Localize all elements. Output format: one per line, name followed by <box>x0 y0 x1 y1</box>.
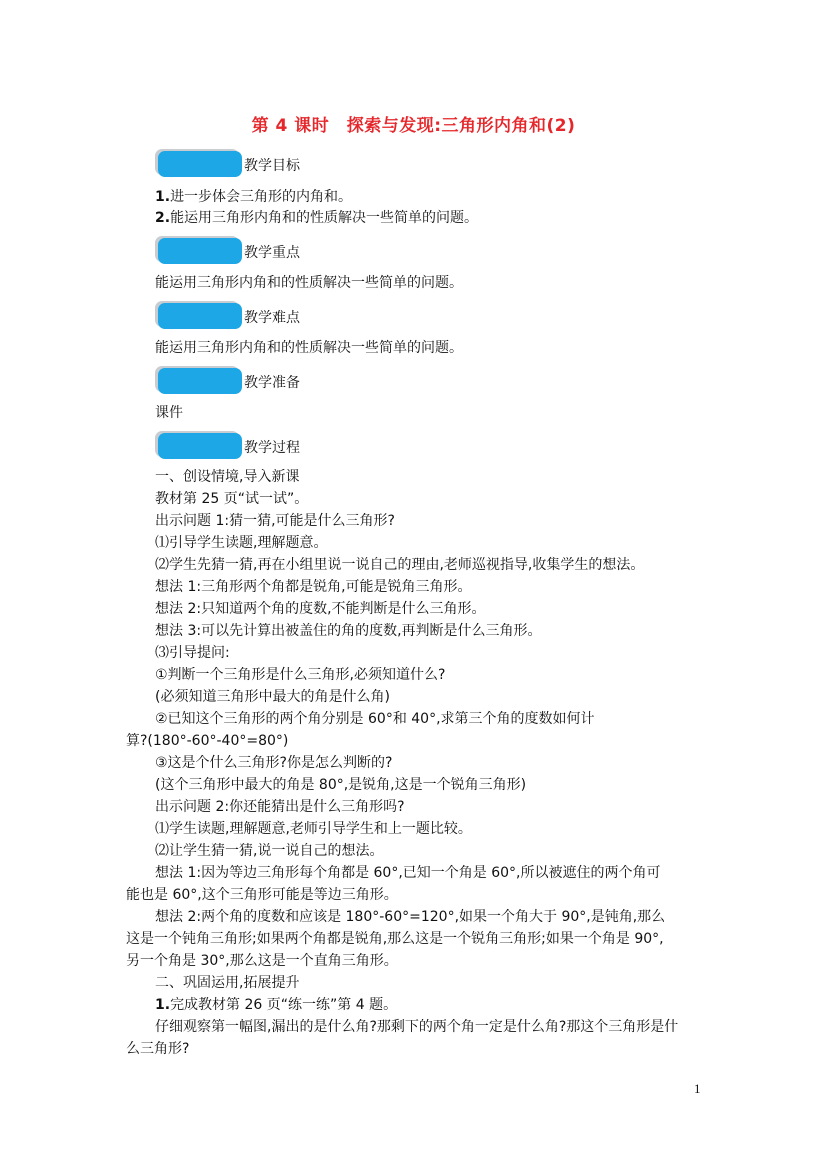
process-line: 出示问题 1:猜一猜,可能是什么三角形? <box>155 513 395 529</box>
process-line: 想法 1:三角形两个角都是锐角,可能是锐角三角形。 <box>155 579 472 595</box>
process-line: 想法 3:可以先计算出被盖住的角的度数,再判断是什么三角形。 <box>155 623 542 639</box>
process-line: 这是一个钝角三角形;如果两个角都是锐角,那么这是一个锐角三角形;如果一个角是 90°, <box>126 931 664 947</box>
process-line: (必须知道三角形中最大的角是什么角) <box>155 689 390 705</box>
process-line: ⑴学生读题,理解题意,老师引导学生和上一题比较。 <box>155 821 472 837</box>
process-line: 1.完成教材第 26 页“练一练”第 4 题。 <box>155 997 398 1013</box>
process-line: 一、创设情境,导入新课 <box>155 469 300 485</box>
process-line: 另一个角是 30°,那么这是一个直角三角形。 <box>126 953 398 969</box>
key-text: 能运用三角形内角和的性质解决一些简单的问题。 <box>155 275 463 291</box>
process-line: 教材第 25 页“试一试”。 <box>155 491 309 507</box>
process-line: ⑴引导学生读题,理解题意。 <box>155 535 328 551</box>
goal-item-1: 1.进一步体会三角形的内角和。 <box>155 189 353 205</box>
process-line: ⑵让学生猜一猜,说一说自己的想法。 <box>155 843 384 859</box>
prep-text: 课件 <box>155 405 183 421</box>
process-line: ②已知这个三角形的两个角分别是 60°和 40°,求第三个角的度数如何计 <box>155 711 595 727</box>
difficulty-text: 能运用三角形内角和的性质解决一些简单的问题。 <box>155 340 463 356</box>
process-line: 仔细观察第一幅图,漏出的是什么角?那剩下的两个角一定是什么角?那这个三角形是什 <box>155 1019 679 1035</box>
process-line: (这个三角形中最大的角是 80°,是锐角,这是一个锐角三角形) <box>155 777 527 793</box>
process-line: 么三角形? <box>126 1041 190 1057</box>
section-badge <box>158 368 242 394</box>
section-label: 教学难点 <box>244 310 300 326</box>
process-line: 想法 2:只知道两个角的度数,不能判断是什么三角形。 <box>155 601 486 617</box>
process-line: 想法 1:因为等边三角形每个角都是 60°,已知一个角是 60°,所以被遮住的两个角可 <box>155 865 661 881</box>
process-line: ①判断一个三角形是什么三角形,必须知道什么? <box>155 667 446 683</box>
process-line: 出示问题 2:你还能猜出是什么三角形吗? <box>155 799 405 815</box>
page-number: 1 <box>694 1081 701 1096</box>
process-line: 能也是 60°,这个三角形可能是等边三角形。 <box>126 887 398 903</box>
section-label: 教学重点 <box>244 245 300 261</box>
process-line: 算?(180°-60°-40°=80°) <box>126 733 289 749</box>
process-line: ⑶引导提问: <box>155 645 230 661</box>
section-badge <box>158 238 242 264</box>
section-label: 教学过程 <box>244 440 300 456</box>
page-title: 第 4 课时 探索与发现:三角形内角和(2) <box>251 116 576 136</box>
process-line: ⑵学生先猜一猜,再在小组里说一说自己的理由,老师巡视指导,收集学生的想法。 <box>155 557 645 573</box>
section-label: 教学目标 <box>244 158 300 174</box>
section-badge <box>158 303 242 329</box>
process-line: ③这是个什么三角形?你是怎么判断的? <box>155 755 393 771</box>
goal-item-2: 2.能运用三角形内角和的性质解决一些简单的问题。 <box>155 210 479 226</box>
section-badge <box>158 151 242 177</box>
section-badge <box>158 433 242 459</box>
section-label: 教学准备 <box>244 375 300 391</box>
process-line: 想法 2:两个角的度数和应该是 180°-60°=120°,如果一个角大于 90°,是钝角,那么 <box>155 909 666 925</box>
process-line: 二、巩固运用,拓展提升 <box>155 975 300 991</box>
